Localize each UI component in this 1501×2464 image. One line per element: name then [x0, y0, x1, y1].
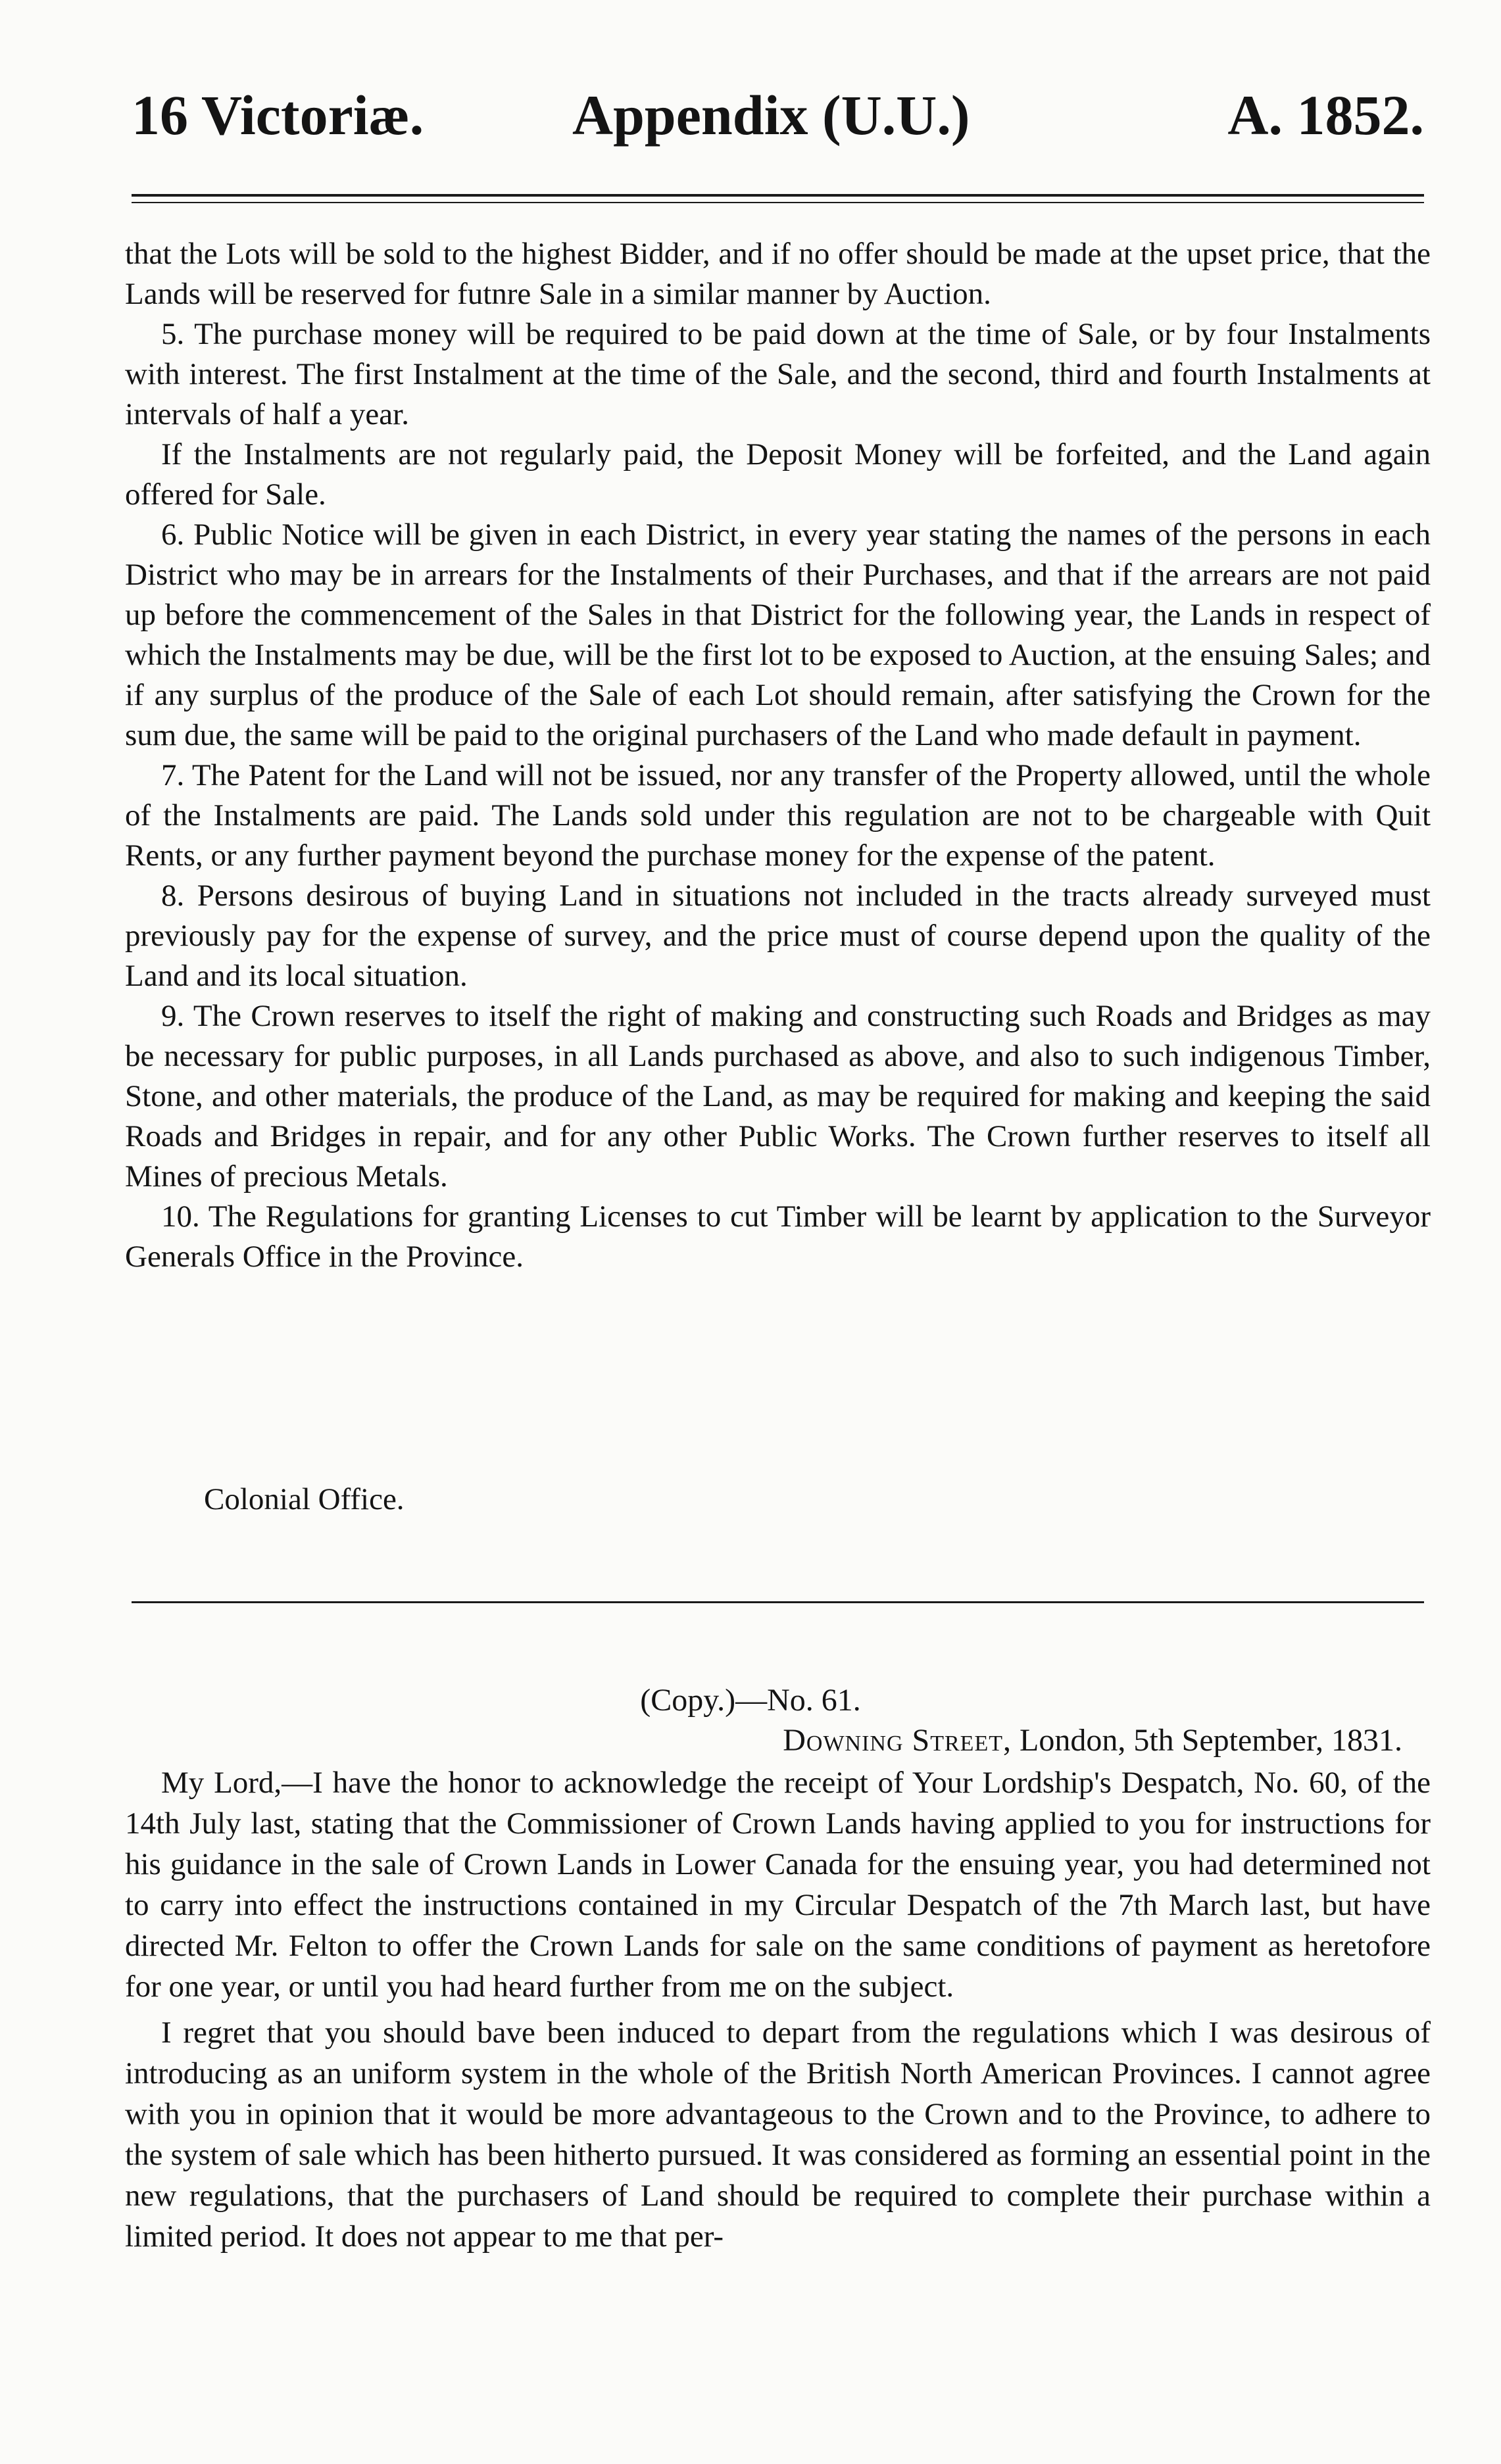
paragraph-forfeit: If the Instalments are not regularly paid, the Deposit Money will be forfeited, and the Land again offered for Sale.: [125, 437, 1431, 512]
paragraph-continuation: that the Lots will be sold to the highest Bidder, and if no offer should be made at the upset price, that the Lands will be reserved for futnre Sale in a similar manner by Auction.: [125, 237, 1431, 311]
paragraph-5: 5. The purchase money will be required to be paid down at the time of Sale, or by four Instalments with interest. The first Instalment at the time of the Sale, and the second, third and fourth Instalments at intervals of half a year.: [125, 317, 1431, 431]
header-rule: [132, 194, 1424, 203]
paragraph-10: 10. The Regulations for granting Licenses to cut Timber will be learnt by application to the Surveyor Generals Office in the Province.: [125, 1199, 1431, 1274]
header-year: A. 1852.: [1227, 84, 1424, 147]
regulations-text: [125, 234, 1431, 1277]
paragraph-8: 8. Persons desirous of buying Land in situations not included in the tracts already surveyed must previously pay for the expense of survey, and the price must of course depend upon the quality of the Land and its local situation.: [125, 879, 1431, 993]
dateline: [783, 1720, 1402, 1760]
copy-heading: (Copy.)—No. 61.: [640, 1683, 861, 1718]
dateline-place: Downing Street,: [783, 1723, 1012, 1758]
page-header: [132, 79, 1424, 151]
header-appendix: Appendix (U.U.): [572, 84, 970, 147]
header-session: 16 Victoriæ.: [132, 84, 424, 147]
dateline-rest: London, 5th September, 1831.: [1012, 1723, 1402, 1758]
letter-paragraph-2: I regret that you should bave been induced to depart from the regulations which I was desirous of introducing as an uniform system in the whole of the British North American Provinces. I cannot agree with you in opinion that it would be more advantageous to the Crown and to the Province, to adhere to the system of sale which has been hitherto pursued. It was considered as forming an essential point in the new regulations, that the purchasers of Land should be required to complete their purchase within a limited period. It does not appear to me that per-: [125, 2016, 1431, 2254]
paragraph-7: 7. The Patent for the Land will not be issued, nor any transfer of the Property allowed, until the whole of the Instalments are paid. The Lands sold under this regulation are not to be chargeable with Quit Rents, or any further payment beyond the purchase money for the expense of the patent.: [125, 758, 1431, 873]
letter-body: [125, 1762, 1431, 2262]
paragraph-6: 6. Public Notice will be given in each District, in every year stating the names of the persons in each District who may be in arrears for the Instalments of their Purchases, and that if the arrears are not paid up before the commencement of the Sales in that District for the following year, the Lands in respect of which the Instalments may be due, will be the first lot to be exposed to Auction, at the ensuing Sales; and if any surplus of the produce of the Sale of each Lot should remain, after satisfying the Crown for the sum due, the same will be paid to the original purchasers of the Land who made default in payment.: [125, 518, 1431, 752]
signoff: Colonial Office.: [204, 1482, 405, 1516]
section-divider: [132, 1601, 1424, 1603]
letter-paragraph-1: My Lord,—I have the honor to acknowledge the receipt of Your Lordship's Despatch, No. 60, of the 14th July last, stating that the Commissioner of Crown Lands having applied to you for instructions for his guidance in the sale of Crown Lands in Lower Canada for the ensuing year, you had determined not to carry into effect the instructions contained in my Circular Despatch of the 7th March last, but have directed Mr. Felton to offer the Crown Lands for sale on the same conditions of payment as heretofore for one year, or until you had heard further from me on the subject.: [125, 1766, 1431, 2004]
paragraph-9: 9. The Crown reserves to itself the right of making and constructing such Roads and Bridges as may be necessary for public purposes, in all Lands purchased as above, and also to such indigenous Timber, Stone, and other materials, the produce of the Land, as may be required for making and keeping the said Roads and Bridges in repair, and for any other Public Works. The Crown further reserves to itself all Mines of precious Metals.: [125, 999, 1431, 1194]
